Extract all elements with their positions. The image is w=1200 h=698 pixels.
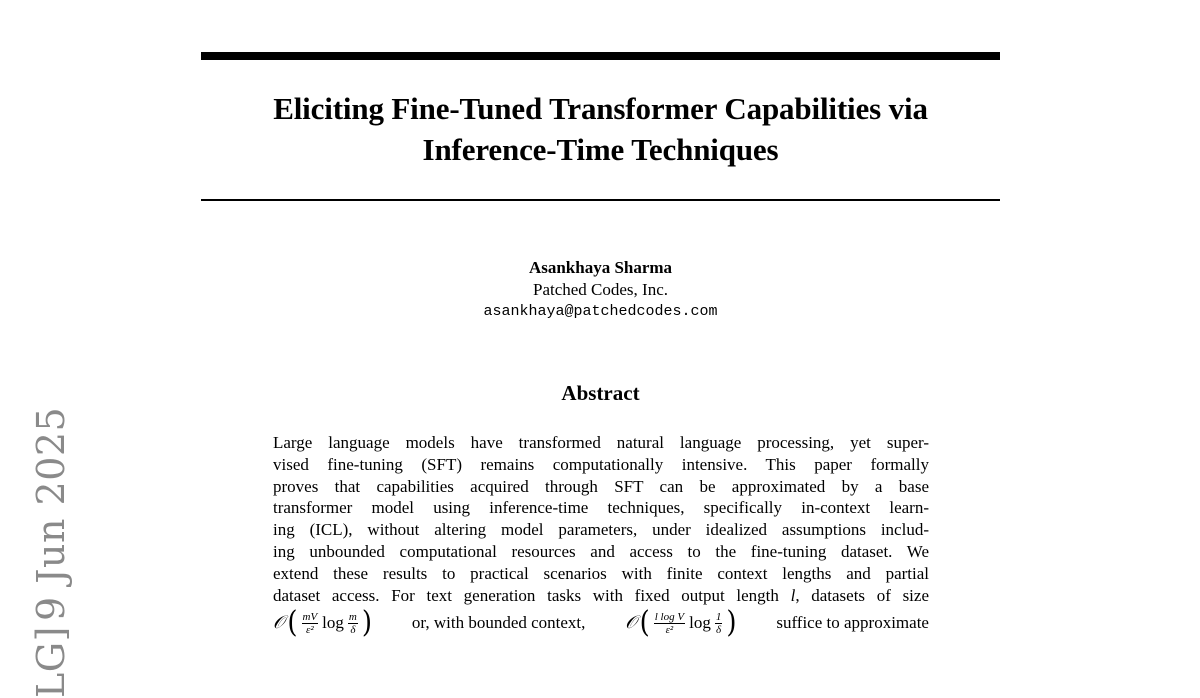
abstract-line: ing unbounded computational resources and access to the fine-tuning dataset. We (273, 541, 929, 561)
fraction-m-delta (348, 611, 358, 636)
fraction-llogv-eps2 (654, 611, 685, 636)
complexity-expression-2 (625, 606, 736, 640)
abstract-line-text: dataset access. For text generation tasks with fixed output length (273, 585, 791, 605)
fraction-denominator: δ (350, 623, 356, 636)
author-block (201, 257, 1000, 323)
abstract-line: transformer model using inference-time techniques, specifically in-context learn- (273, 498, 929, 518)
fraction-denominator: ε² (665, 623, 674, 636)
abstract-line: ing (ICL), without altering model parameters, under idealized assumptions includ- (273, 520, 929, 540)
fraction-numerator: m (348, 610, 357, 623)
abstract-heading: Abstract (561, 381, 640, 405)
fraction-1-delta (715, 611, 723, 636)
title-bottom-rule (201, 199, 1000, 201)
fraction-mv-eps2 (302, 611, 319, 636)
big-o-symbol: 𝒪 (273, 612, 285, 634)
big-o-symbol: 𝒪 (625, 612, 637, 634)
paper-title (201, 88, 1000, 170)
log-operator: log (689, 613, 711, 633)
right-paren: ) (361, 606, 373, 641)
formula-mid-text: or, with bounded context, (411, 613, 586, 633)
abstract-line: vised fine-tuning (SFT) remains computationally intensive. This paper formally (273, 454, 929, 474)
arxiv-date: 9 Jun 2025 (29, 406, 73, 621)
author-email[interactable]: asankhaya@patchedcodes.com (483, 303, 718, 320)
log-operator: log (322, 613, 344, 633)
paper-title-line-1: Eliciting Fine-Tuned Transformer Capabilities via (273, 91, 928, 126)
abstract-line: proves that capabilities acquired through SFT can be approximated by a base (273, 476, 929, 496)
abstract-body (273, 432, 929, 640)
left-paren: ( (639, 606, 650, 641)
fraction-numerator: 1 (715, 610, 722, 623)
author-affiliation: Patched Codes, Inc. (532, 280, 669, 299)
abstract-line: extend these results to practical scenarios with finite context lengths and partial (273, 563, 929, 583)
fraction-denominator: ε² (306, 623, 314, 636)
title-top-rule (201, 52, 1000, 60)
fraction-numerator: mV (302, 610, 318, 623)
author-name: Asankhaya Sharma (528, 258, 673, 277)
right-paren: ) (726, 606, 737, 641)
arxiv-category: LG] (29, 626, 73, 698)
formula-end-text: suffice to approximate (776, 613, 929, 633)
abstract-line-tail: , datasets of size (795, 585, 929, 605)
abstract-line (273, 585, 929, 607)
abstract-formula-line (273, 606, 929, 640)
abstract-line: Large language models have transformed natural language processing, yet super- (273, 433, 929, 452)
paper-title-line-2: Inference-Time Techniques (422, 132, 779, 167)
complexity-expression-1 (273, 606, 372, 640)
fraction-numerator: l log V (654, 610, 685, 623)
left-paren: ( (287, 606, 298, 641)
fraction-denominator: δ (716, 623, 722, 636)
math-variable-l: l (790, 585, 796, 605)
